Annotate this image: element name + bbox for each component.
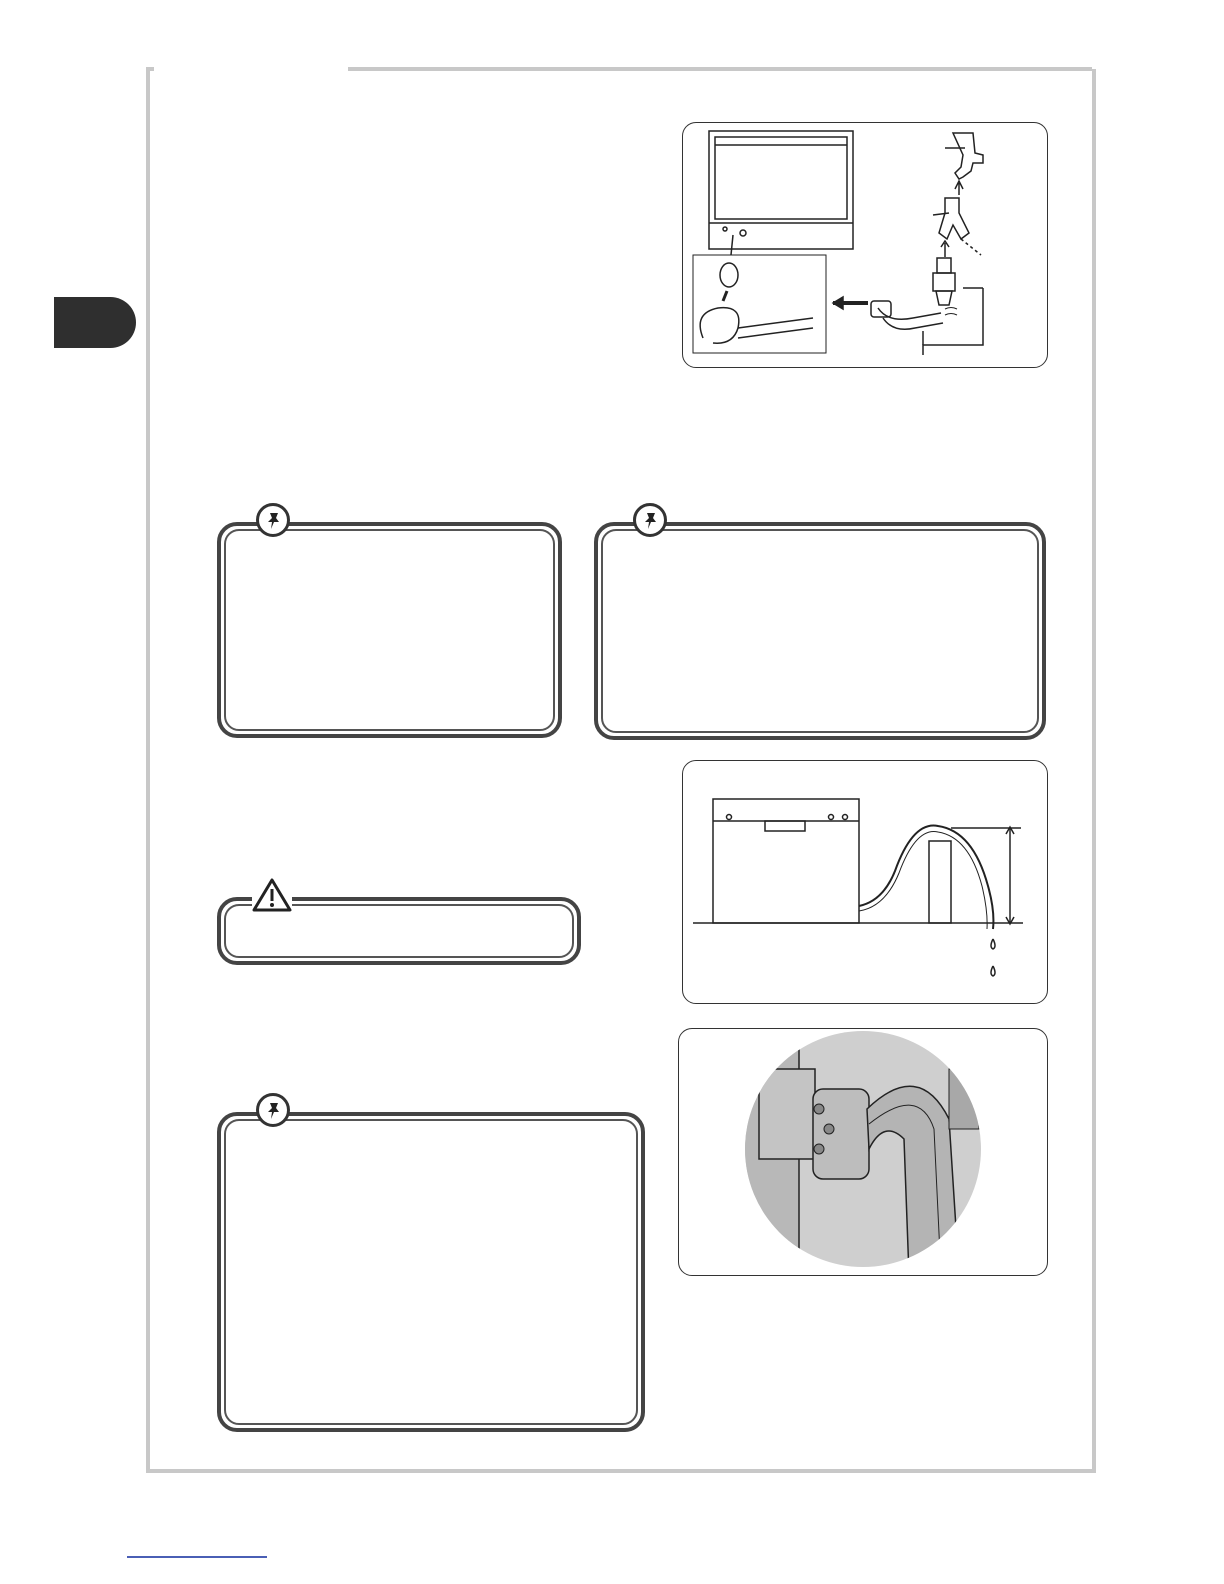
note-box-3 — [217, 1112, 645, 1432]
note-box-1 — [217, 522, 562, 738]
pushpin-icon — [256, 1093, 290, 1127]
warning-triangle-icon — [252, 878, 292, 917]
pushpin-icon — [256, 503, 290, 537]
page-frame-top-rule — [348, 67, 1092, 71]
drain-closeup-drawing — [679, 1029, 1047, 1275]
footer-link-underline — [127, 1556, 267, 1558]
page-frame-corner — [146, 67, 154, 71]
drain-height-drawing — [683, 761, 1047, 1003]
water-inlet-drawing — [683, 123, 1047, 367]
drain-hose-connection-closeup — [678, 1028, 1048, 1276]
drain-hose-height-diagram — [682, 760, 1048, 1004]
pushpin-icon — [633, 503, 667, 537]
note-box-2 — [594, 522, 1046, 740]
chapter-side-tab — [54, 297, 136, 348]
water-inlet-diagram — [682, 122, 1048, 368]
